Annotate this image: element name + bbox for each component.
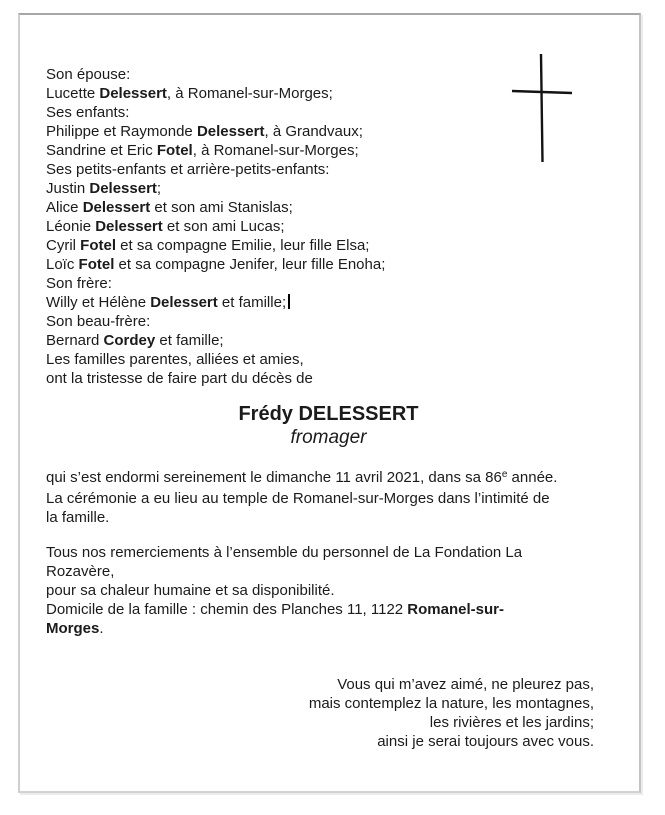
text-segment: Léonie — [46, 218, 96, 235]
text-segment: Delessert — [95, 218, 163, 235]
text-line — [46, 508, 611, 527]
text-segment: Sandrine et Eric — [46, 142, 157, 159]
text-line — [46, 179, 611, 198]
text-segment: année. — [507, 469, 558, 486]
text-segment: Justin — [46, 180, 90, 197]
text-segment: e — [501, 469, 508, 480]
text-line — [46, 293, 611, 312]
text-segment: Rozavère, — [46, 563, 115, 580]
text-segment: et famille; — [155, 332, 224, 349]
text-line — [46, 84, 611, 103]
text-line — [46, 312, 611, 331]
text-segment: Ses petits-enfants et arrière-petits-enfants: — [46, 161, 330, 178]
text-line — [46, 732, 594, 751]
text-segment: Delessert — [89, 180, 157, 197]
text-segment: qui s’est endormi sereinement le dimanche 11 avril 2021, dans sa 86 — [46, 469, 502, 486]
text-segment: , à Romanel-sur-Morges; — [166, 85, 333, 102]
text-line — [46, 489, 611, 508]
deceased-profession: fromager — [290, 427, 367, 448]
text-segment: Vous qui m’avez aimé, ne pleurez pas, — [337, 676, 594, 693]
text-line — [46, 468, 611, 489]
text-line — [46, 581, 611, 600]
text-line — [46, 562, 611, 581]
text-segment: Ses enfants: — [46, 104, 130, 121]
text-segment: et famille; — [217, 294, 287, 311]
text-segment: la famille. — [46, 509, 110, 526]
text-segment: ; — [156, 180, 162, 197]
text-segment: Loïc — [46, 256, 79, 273]
text-segment: les rivières et les jardins; — [429, 714, 594, 731]
text-segment: Cordey — [103, 332, 156, 349]
text-line — [46, 713, 594, 732]
text-line — [46, 369, 611, 388]
text-line — [46, 122, 611, 141]
text-segment: Alice — [46, 199, 83, 216]
text-line — [46, 694, 594, 713]
text-segment: et sa compagne Jenifer, leur fille Enoha; — [114, 256, 386, 273]
text-segment: Tous nos remerciements à l’ensemble du personnel de La Fondation La — [46, 544, 523, 561]
text-line — [46, 141, 611, 160]
text-segment: Delessert — [99, 85, 167, 102]
text-line — [46, 198, 611, 217]
text-segment: ont la tristesse de faire part du décès de — [46, 370, 313, 387]
deceased-name-block — [46, 402, 611, 449]
text-segment: Domicile de la famille : chemin des Planches 11, 1122 — [46, 601, 408, 618]
text-segment: Philippe et Raymonde — [46, 123, 197, 140]
text-segment: ainsi je serai toujours avec vous. — [377, 733, 594, 750]
text-line — [46, 217, 611, 236]
text-line — [46, 543, 611, 562]
text-segment: Delessert — [196, 123, 265, 140]
family-announcement — [46, 65, 611, 388]
text-segment: Willy et Hélène — [46, 294, 151, 311]
thanks-and-address — [46, 543, 611, 638]
text-segment: mais contemplez la nature, les montagnes, — [308, 695, 594, 712]
text-line — [46, 331, 611, 350]
text-segment: Delessert — [150, 294, 218, 311]
text-segment: Son épouse: — [46, 66, 131, 83]
text-segment: et son ami Lucas; — [162, 218, 285, 235]
text-segment: et son ami Stanislas; — [150, 199, 293, 216]
text-segment: Romanel-sur- — [407, 601, 504, 618]
text-cursor[interactable] — [288, 294, 290, 309]
text-line — [46, 600, 611, 619]
text-segment: , à Grandvaux; — [264, 123, 363, 140]
text-segment: Fotel — [78, 256, 115, 273]
text-segment: Les familles parentes, alliées et amies, — [46, 351, 304, 368]
obituary-content — [20, 15, 639, 751]
text-segment: Son frère: — [46, 275, 112, 292]
text-segment: Delessert — [82, 199, 151, 216]
text-segment: Fotel — [80, 237, 117, 254]
text-line — [46, 350, 611, 369]
text-line — [46, 236, 611, 255]
text-line — [46, 103, 611, 122]
text-segment: Lucette — [46, 85, 100, 102]
text-segment: Morges — [46, 620, 100, 637]
text-segment: , à Romanel-sur-Morges; — [192, 142, 359, 159]
text-segment: et sa compagne Emilie, leur fille Elsa; — [116, 237, 370, 254]
death-notice — [46, 468, 611, 527]
text-line — [46, 160, 611, 179]
deceased-name: Frédy DELESSERT — [238, 403, 419, 425]
text-segment: Fotel — [156, 142, 193, 159]
text-line — [46, 675, 594, 694]
text-line — [46, 274, 611, 293]
text-line — [46, 619, 611, 638]
text-line — [46, 255, 611, 274]
memorial-poem — [46, 675, 611, 751]
text-segment: Cyril — [46, 237, 81, 254]
obituary-page-frame — [18, 13, 641, 793]
text-segment: Bernard — [46, 332, 104, 349]
text-segment: . — [99, 620, 104, 637]
text-segment: La cérémonie a eu lieu au temple de Romanel-sur-Morges dans l’intimité de — [46, 490, 550, 507]
text-segment: Son beau-frère: — [46, 313, 151, 330]
text-segment: pour sa chaleur humaine et sa disponibilité. — [46, 582, 335, 599]
text-line — [46, 65, 611, 84]
